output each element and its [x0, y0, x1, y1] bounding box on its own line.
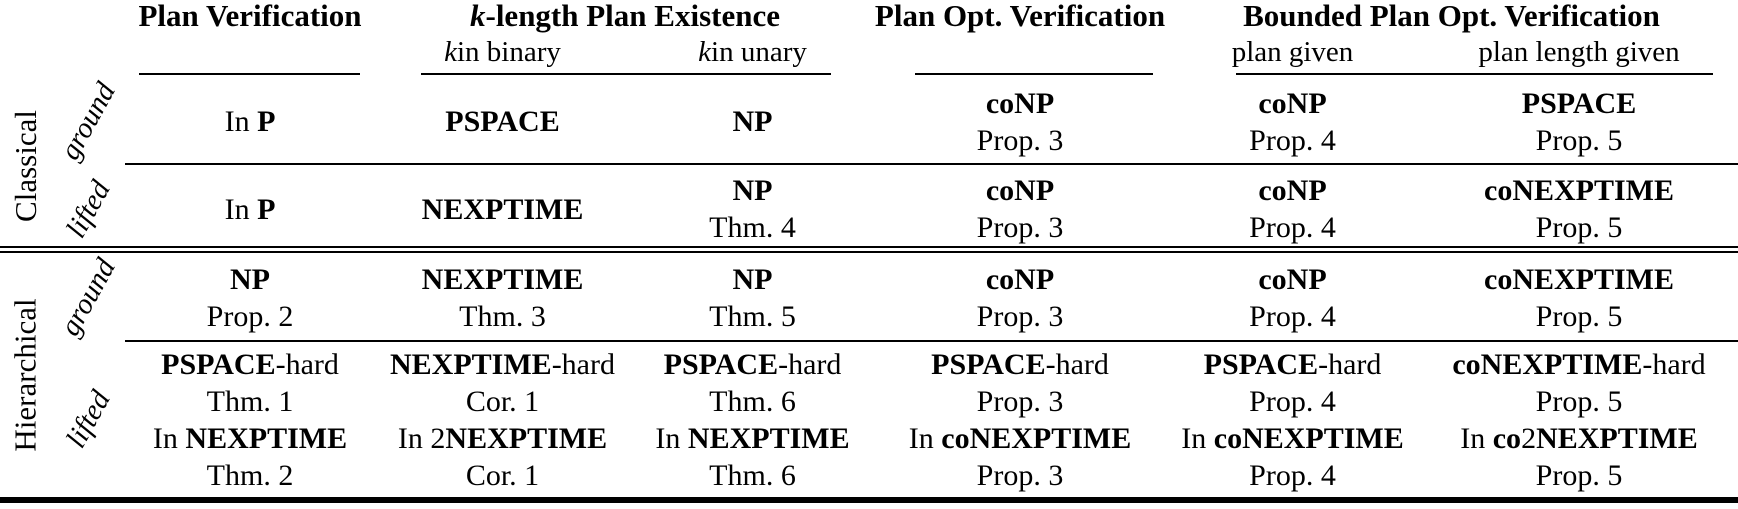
text-segment: Bounded Plan Opt. Verification	[1243, 0, 1660, 33]
cell-line	[1249, 122, 1336, 159]
text-segment: PSPACE	[1203, 347, 1319, 381]
cell-line	[1536, 457, 1623, 494]
cell-line	[709, 209, 796, 246]
cell-line	[1484, 172, 1674, 209]
text-segment: in binary	[456, 36, 561, 68]
cell-hierarchical-lifted-k-unary	[630, 342, 875, 497]
cell-line	[1249, 383, 1336, 420]
text-segment: NP	[732, 262, 773, 296]
cell-line	[1536, 209, 1623, 246]
text-segment: In	[908, 421, 942, 455]
text-segment: NP	[732, 105, 773, 138]
text-segment: In 2	[397, 421, 446, 455]
text-segment: Prop. 3	[976, 211, 1064, 244]
text-segment: -hard	[551, 347, 615, 381]
header-rule-plan-opt-verification	[915, 73, 1153, 75]
cell-hierarchical-ground-plan-opt	[875, 253, 1165, 342]
cell-classical-lifted-k-binary	[375, 165, 630, 253]
text-segment: Prop. 5	[1535, 123, 1623, 157]
col-group-title-plan-verification	[125, 0, 375, 34]
col-group-title-k-length-plan-existence	[375, 0, 875, 34]
cell-line	[1258, 172, 1326, 209]
text-segment: Prop. 4	[1249, 384, 1336, 418]
text-segment: Prop. 4	[1249, 211, 1336, 244]
text-segment: k	[470, 0, 486, 33]
text-segment: k	[444, 36, 457, 68]
cell-hierarchical-lifted-plan-verification	[125, 342, 375, 497]
text-segment: Thm. 1	[206, 384, 294, 418]
cell-hierarchical-ground-k-unary	[630, 253, 875, 342]
cell-line	[207, 298, 294, 335]
cell-classical-lifted-plan-given	[1165, 165, 1420, 253]
cell-line	[909, 420, 1132, 457]
cell-line	[1460, 420, 1698, 457]
text-segment: NEXPTIME	[1536, 421, 1698, 455]
cell-line	[1249, 209, 1336, 246]
text-segment: coNEXPTIME	[1213, 421, 1404, 455]
text-segment: NEXPTIME	[421, 192, 584, 226]
text-segment: PSPACE	[663, 347, 779, 381]
text-segment: Prop. 2	[206, 299, 294, 333]
text-segment: Thm. 4	[709, 211, 796, 244]
cell-line	[1181, 420, 1404, 457]
text-segment: coNEXPTIME	[941, 421, 1132, 455]
row-label-classical-lifted	[52, 165, 125, 253]
row-separator-classical	[125, 163, 1738, 165]
text-segment: In	[1460, 421, 1493, 455]
text-segment: coNP	[985, 86, 1055, 120]
cell-line	[1522, 85, 1636, 122]
cell-line	[1536, 122, 1623, 159]
subcol-label-k-in-unary	[630, 34, 875, 78]
row-label-hierarchical-lifted	[52, 342, 125, 497]
text-segment: Thm. 6	[709, 384, 796, 418]
cell-classical-ground-plan-length-given	[1420, 78, 1738, 165]
section-divider-top-line	[0, 246, 1738, 248]
header-rule-k-length-plan-existence	[421, 73, 831, 75]
text-segment: coNEXPTIME	[1484, 174, 1674, 207]
text-segment: coNEXPTIME	[1484, 262, 1674, 296]
text-segment: Thm. 5	[709, 299, 796, 333]
text-segment: -hard	[1045, 347, 1109, 381]
cell-hierarchical-ground-k-binary	[375, 253, 630, 342]
cell-line	[709, 298, 796, 335]
text-segment: coNP	[985, 262, 1055, 296]
cell-line	[709, 457, 796, 494]
text-segment: P	[257, 105, 276, 138]
text-segment: Plan Verification	[138, 0, 362, 33]
row-label-text: lifted	[59, 174, 117, 243]
cell-line	[733, 103, 773, 140]
cell-classical-ground-plan-opt	[875, 78, 1165, 165]
cell-classical-lifted-plan-verification	[125, 165, 375, 253]
row-label-text: lifted	[59, 385, 117, 454]
cell-line	[422, 191, 584, 228]
text-segment: Prop. 4	[1249, 299, 1336, 333]
cell-line	[466, 457, 539, 494]
cell-line	[230, 261, 270, 298]
cell-line	[445, 103, 559, 140]
text-segment: -hard	[778, 347, 842, 381]
text-segment: coNP	[1258, 174, 1327, 207]
row-label-text: ground	[54, 77, 123, 166]
subcol-label-plan-given	[1165, 34, 1420, 78]
cell-line	[931, 346, 1109, 383]
cell-line	[225, 191, 276, 228]
cell-line	[986, 261, 1054, 298]
text-segment: Plan Opt. Verification	[874, 0, 1166, 33]
row-group-label-hierarchical	[0, 253, 52, 497]
text-segment: PSPACE	[161, 347, 276, 381]
col-group-title-bounded-plan-opt-verification	[1165, 0, 1738, 34]
cell-line	[459, 298, 546, 335]
row-group-label-text: Classical	[8, 109, 44, 222]
subcol-label-k-in-binary	[375, 34, 630, 78]
text-segment: Prop. 5	[1535, 211, 1623, 244]
cell-line	[1536, 298, 1623, 335]
header-rule-plan-verification	[139, 73, 360, 75]
row-label-hierarchical-ground	[52, 253, 125, 342]
text-segment: NP	[732, 174, 773, 207]
cell-classical-lifted-k-unary	[630, 165, 875, 253]
cell-line	[733, 261, 773, 298]
cell-classical-ground-plan-given	[1165, 78, 1420, 165]
text-segment: Prop. 5	[1535, 299, 1623, 333]
text-segment: -hard	[275, 347, 339, 381]
cell-line	[153, 420, 347, 457]
text-segment: Thm. 6	[709, 458, 796, 492]
cell-line	[1204, 346, 1382, 383]
cell-line	[733, 172, 773, 209]
cell-line	[207, 383, 294, 420]
col-group-title-plan-opt-verification	[875, 0, 1165, 34]
text-segment: NEXPTIME	[390, 347, 552, 381]
cell-line	[977, 209, 1064, 246]
text-segment: coNP	[985, 174, 1055, 207]
cell-line	[1258, 261, 1326, 298]
cell-line	[986, 172, 1054, 209]
text-segment: Prop. 3	[976, 384, 1064, 418]
cell-line	[977, 298, 1064, 335]
text-segment: plan given	[1231, 36, 1354, 68]
cell-classical-lifted-plan-length-given	[1420, 165, 1738, 253]
text-segment: Prop. 3	[976, 458, 1064, 492]
text-segment: Prop. 5	[1535, 384, 1623, 418]
row-group-label-text: Hierarchical	[8, 298, 44, 452]
cell-line	[161, 346, 339, 383]
cell-line	[655, 420, 849, 457]
text-segment: NEXPTIME	[185, 421, 348, 455]
text-segment: Thm. 3	[459, 299, 546, 333]
text-segment: PSPACE	[445, 105, 560, 138]
text-segment: -length Plan Existence	[485, 0, 780, 33]
bottom-rule	[0, 497, 1738, 503]
row-label-classical-ground	[52, 78, 125, 165]
cell-line	[1249, 457, 1336, 494]
subcol-label-plan-length-given	[1420, 34, 1738, 78]
cell-line	[207, 457, 294, 494]
cell-hierarchical-lifted-plan-given	[1165, 342, 1420, 497]
cell-line	[977, 457, 1064, 494]
cell-line	[466, 383, 539, 420]
cell-line	[398, 420, 607, 457]
text-segment: Prop. 3	[976, 299, 1064, 333]
cell-line	[225, 103, 276, 140]
cell-line	[390, 346, 615, 383]
text-segment: In	[224, 105, 258, 138]
text-segment: Thm. 2	[206, 458, 294, 492]
text-segment: coNP	[1258, 86, 1327, 120]
cell-line	[1258, 85, 1326, 122]
cell-classical-ground-plan-verification	[125, 78, 375, 165]
text-segment: 2	[1521, 421, 1537, 455]
cell-hierarchical-lifted-plan-length-given	[1420, 342, 1738, 497]
text-segment: -hard	[1642, 347, 1706, 381]
cell-line	[422, 261, 584, 298]
cell-hierarchical-ground-plan-verification	[125, 253, 375, 342]
text-segment: In	[224, 192, 258, 226]
text-segment: NEXPTIME	[687, 421, 850, 455]
cell-line	[1249, 298, 1336, 335]
text-segment: In	[655, 421, 688, 455]
cell-line	[986, 85, 1054, 122]
cell-line	[664, 346, 842, 383]
cell-line	[1452, 346, 1705, 383]
row-separator-hierarchical	[125, 340, 1738, 342]
text-segment: Prop. 4	[1249, 123, 1336, 157]
section-divider-bottom-line	[0, 251, 1738, 253]
text-segment: in unary	[711, 36, 807, 68]
text-segment: Cor. 1	[465, 384, 540, 418]
cell-line	[977, 383, 1064, 420]
cell-hierarchical-ground-plan-given	[1165, 253, 1420, 342]
cell-line	[977, 122, 1064, 159]
cell-line	[1484, 261, 1674, 298]
text-segment: P	[257, 192, 276, 226]
text-segment: Prop. 5	[1535, 458, 1623, 492]
text-segment: NEXPTIME	[445, 421, 608, 455]
text-segment: In	[1181, 421, 1214, 455]
text-segment: coNEXPTIME	[1452, 347, 1643, 381]
cell-line	[1536, 383, 1623, 420]
text-segment: -hard	[1318, 347, 1382, 381]
row-label-text: ground	[54, 253, 123, 342]
cell-classical-lifted-plan-opt	[875, 165, 1165, 253]
text-segment: plan length given	[1478, 36, 1680, 68]
text-segment: PSPACE	[931, 347, 1046, 381]
text-segment: NEXPTIME	[421, 262, 584, 296]
text-segment: Prop. 3	[976, 123, 1064, 157]
text-segment: co	[1492, 421, 1522, 455]
cell-hierarchical-lifted-plan-opt	[875, 342, 1165, 497]
cell-classical-ground-k-binary	[375, 78, 630, 165]
text-segment: NP	[230, 262, 270, 296]
cell-hierarchical-ground-plan-length-given	[1420, 253, 1738, 342]
text-segment: Cor. 1	[465, 458, 540, 492]
cell-line	[709, 383, 796, 420]
text-segment: In	[152, 421, 186, 455]
header-rule-bounded-plan-opt-verification	[1236, 73, 1713, 75]
text-segment: coNP	[1258, 262, 1327, 296]
row-group-label-classical	[0, 78, 52, 253]
text-segment: Prop. 4	[1249, 458, 1336, 492]
cell-hierarchical-lifted-k-binary	[375, 342, 630, 497]
text-segment: PSPACE	[1521, 86, 1637, 120]
text-segment: k	[698, 36, 712, 68]
cell-classical-ground-k-unary	[630, 78, 875, 165]
